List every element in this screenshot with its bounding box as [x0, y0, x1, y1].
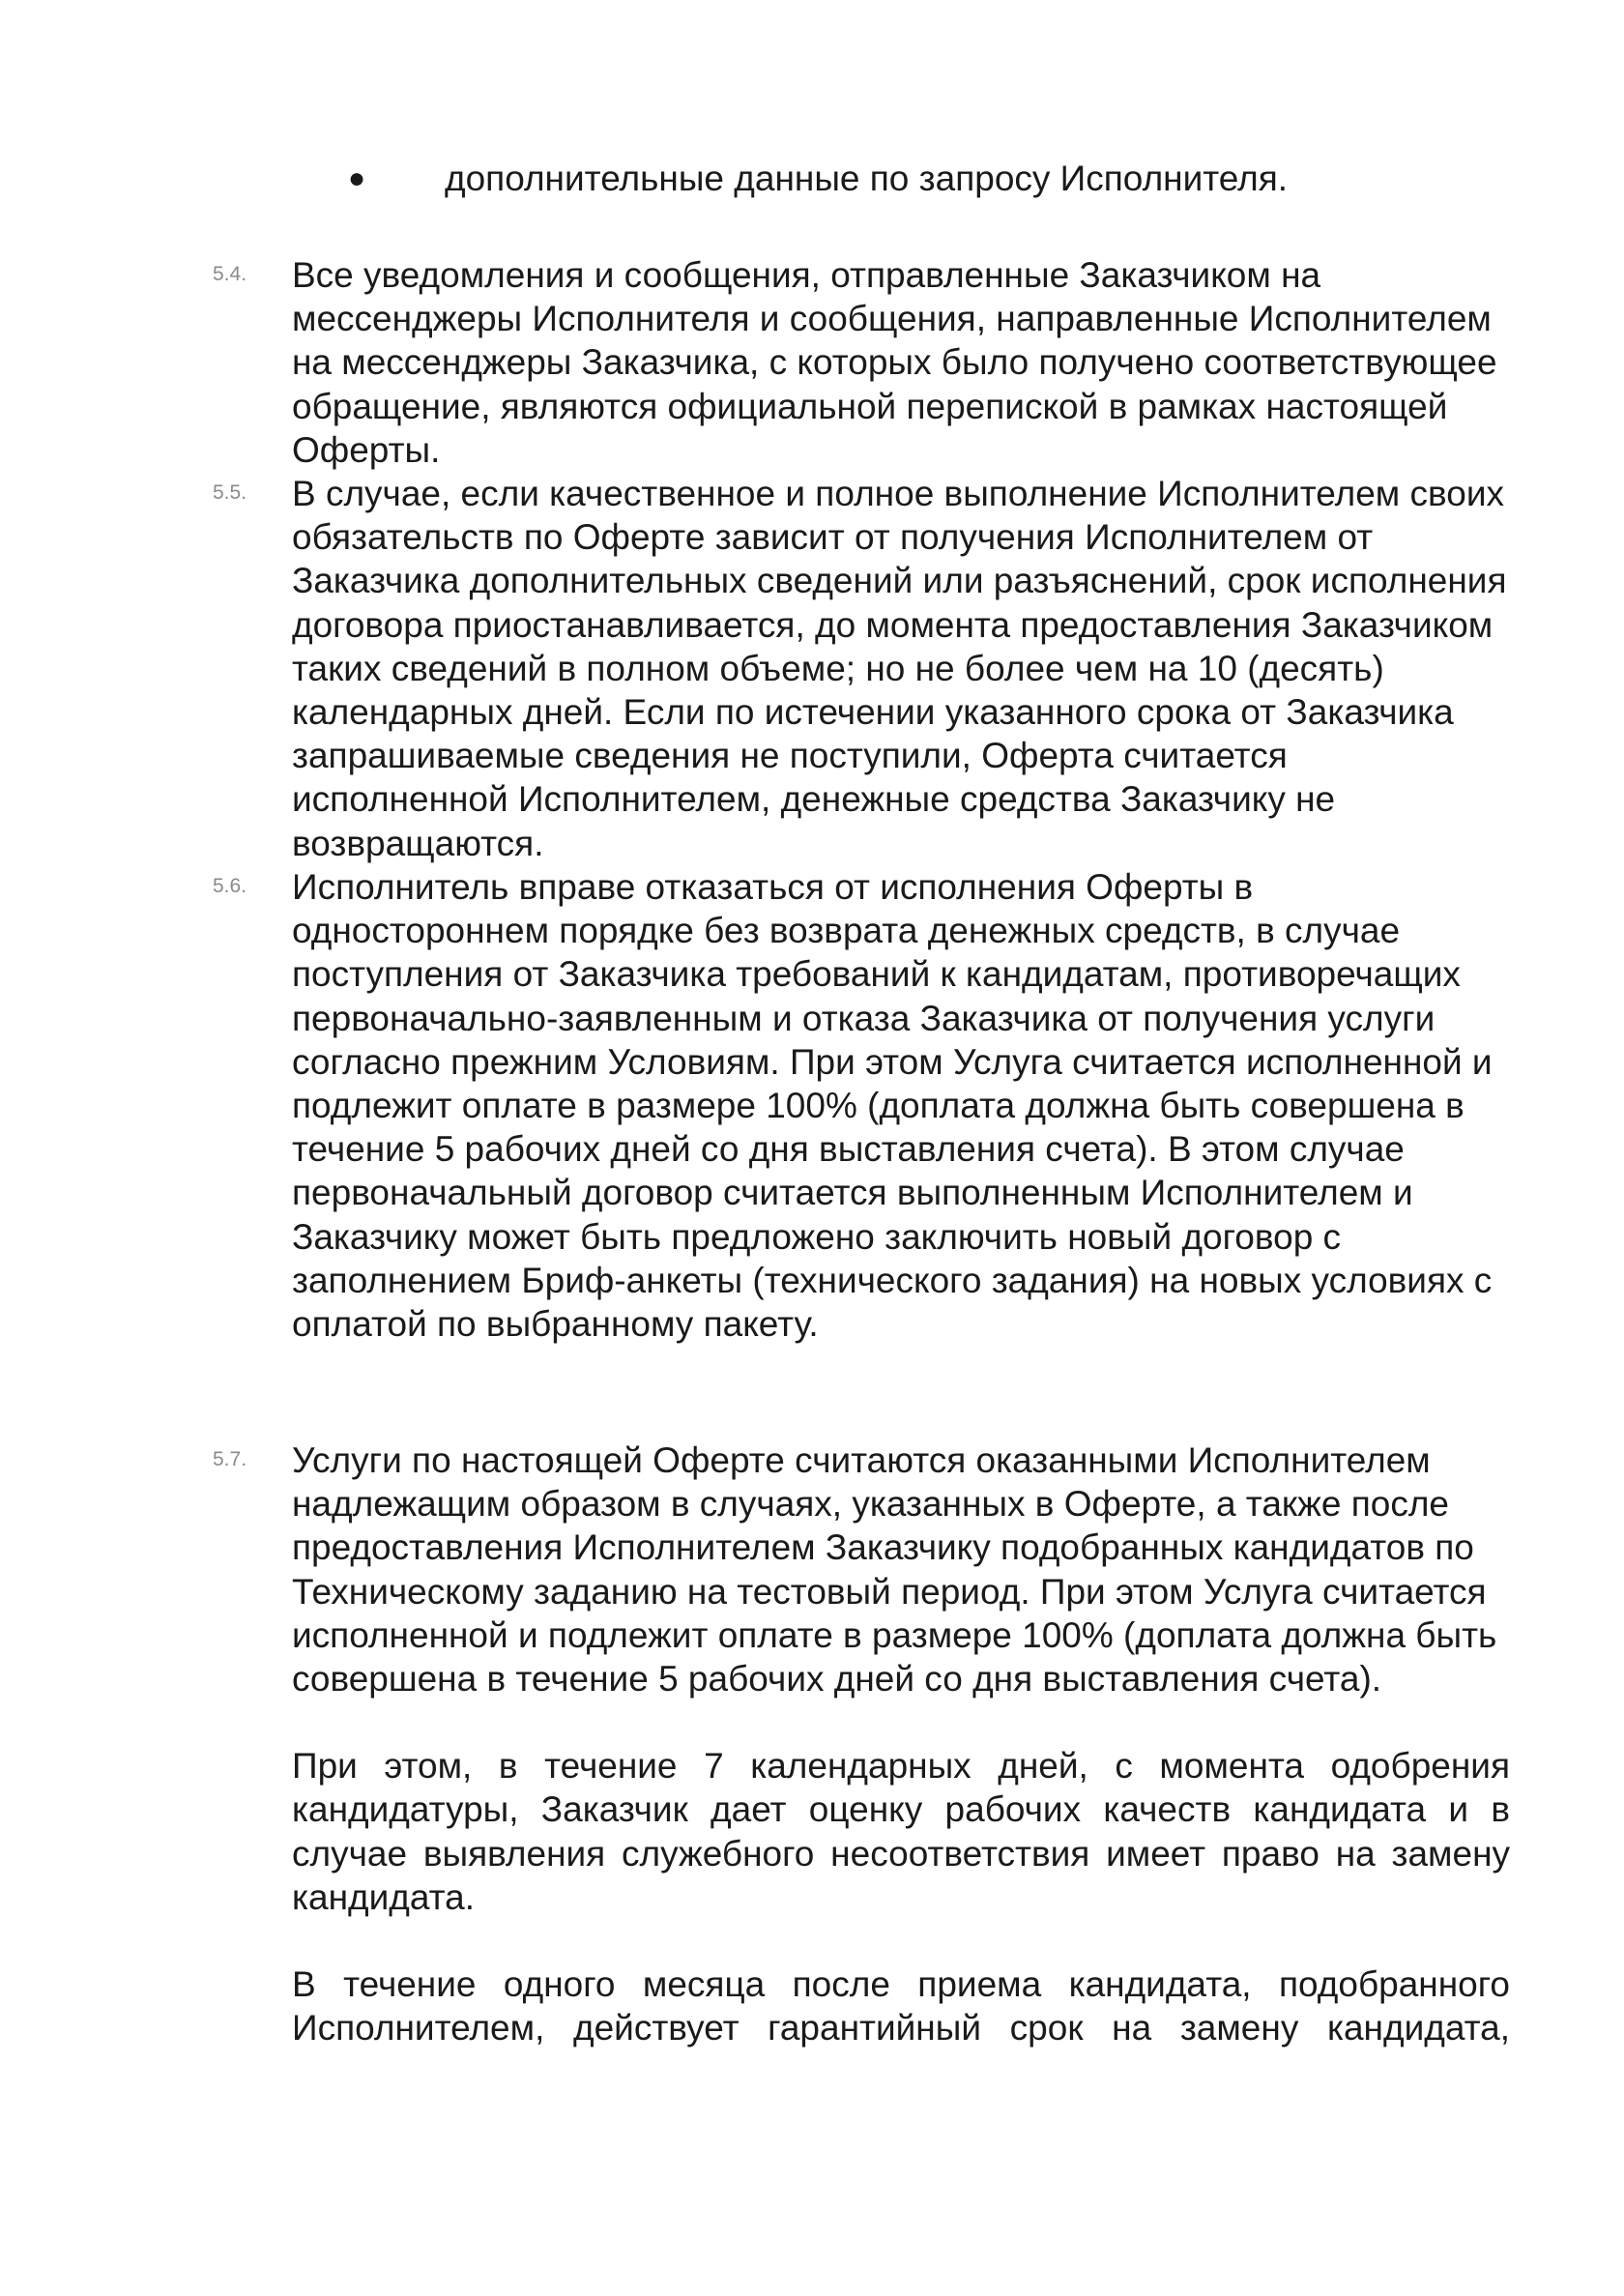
clause-body: [292, 1439, 1510, 2049]
clause-paragraph: Услуги по настоящей Оферте считаются оказанными Исполнителем надлежащим образом в случаях, указанных в Оферте, а также после предоставления Исполнителем Заказчику подобранных кандидатов по Техническому заданию на тестовый период. При этом Услуга считается исполненной и подлежит оплате в размере 100% (доплата должна быть совершена в течение 5 рабочих дней со дня выставления счета).: [292, 1440, 1497, 1700]
clause-number: 5.6.: [213, 875, 247, 897]
bullet-text: дополнительные данные по запросу Исполнителя.: [445, 159, 1289, 198]
clause-number: 5.5.: [213, 481, 247, 504]
clause-paragraph: В течение одного месяца после приема кандидата, подобранного Исполнителем, действует гарантийный срок на замену кандидата,: [292, 1964, 1510, 2049]
clause-paragraph: Все уведомления и сообщения, отправленные Заказчиком на мессенджеры Исполнителя и сообщения, направленные Исполнителем на мессенджеры Заказчика, с которых было получено соответствующее обращение, являются официальной перепиской в рамках настоящей Оферты.: [292, 255, 1497, 470]
clause-body: [292, 865, 1510, 1346]
clause-body: [292, 472, 1510, 865]
clause-body: [292, 253, 1510, 472]
clause-number: 5.7.: [213, 1448, 247, 1470]
clause-number: 5.4.: [213, 263, 247, 285]
clause-paragraph: При этом, в течение 7 календарных дней, с момента одобрения кандидатуры, Заказчик дает оценку рабочих качеств кандидата и в случае выявления служебного несоответствия имеет право на замену кандидата.: [292, 1746, 1510, 1917]
bullet-dot-icon: ●: [348, 162, 366, 194]
clause-paragraph: Исполнитель вправе отказаться от исполнения Оферты в одностороннем порядке без возврата денежных средств, в случае поступления от Заказчика требований к кандидатам, противоречащих первоначально-заявленным и отказа Заказчика от получения услуги согласно прежним Условиям. При этом Услуга считается исполненной и подлежит оплате в размере 100% (доплата должна быть совершена в течение 5 рабочих дней со дня выставления счета). В этом случае первоначальный договор считается выполненным Исполнителем и Заказчику может быть предложено заключить новый договор с заполнением Бриф-анкеты (технического задания) на новых условиях с оплатой по выбранному пакету.: [292, 867, 1493, 1345]
clause-paragraph: В случае, если качественное и полное выполнение Исполнителем своих обязательств по Оферте зависит от получения Исполнителем от Заказчика дополнительных сведений или разъяснений, срок исполнения договора приостанавливается, до момента предоставления Заказчиком таких сведений в полном объеме; но не более чем на 10 (десять) календарных дней. Если по истечении указанного срока от Заказчика запрашиваемые сведения не поступили, Оферта считается исполненной Исполнителем, денежные средства Заказчику не возвращаются.: [292, 474, 1507, 863]
